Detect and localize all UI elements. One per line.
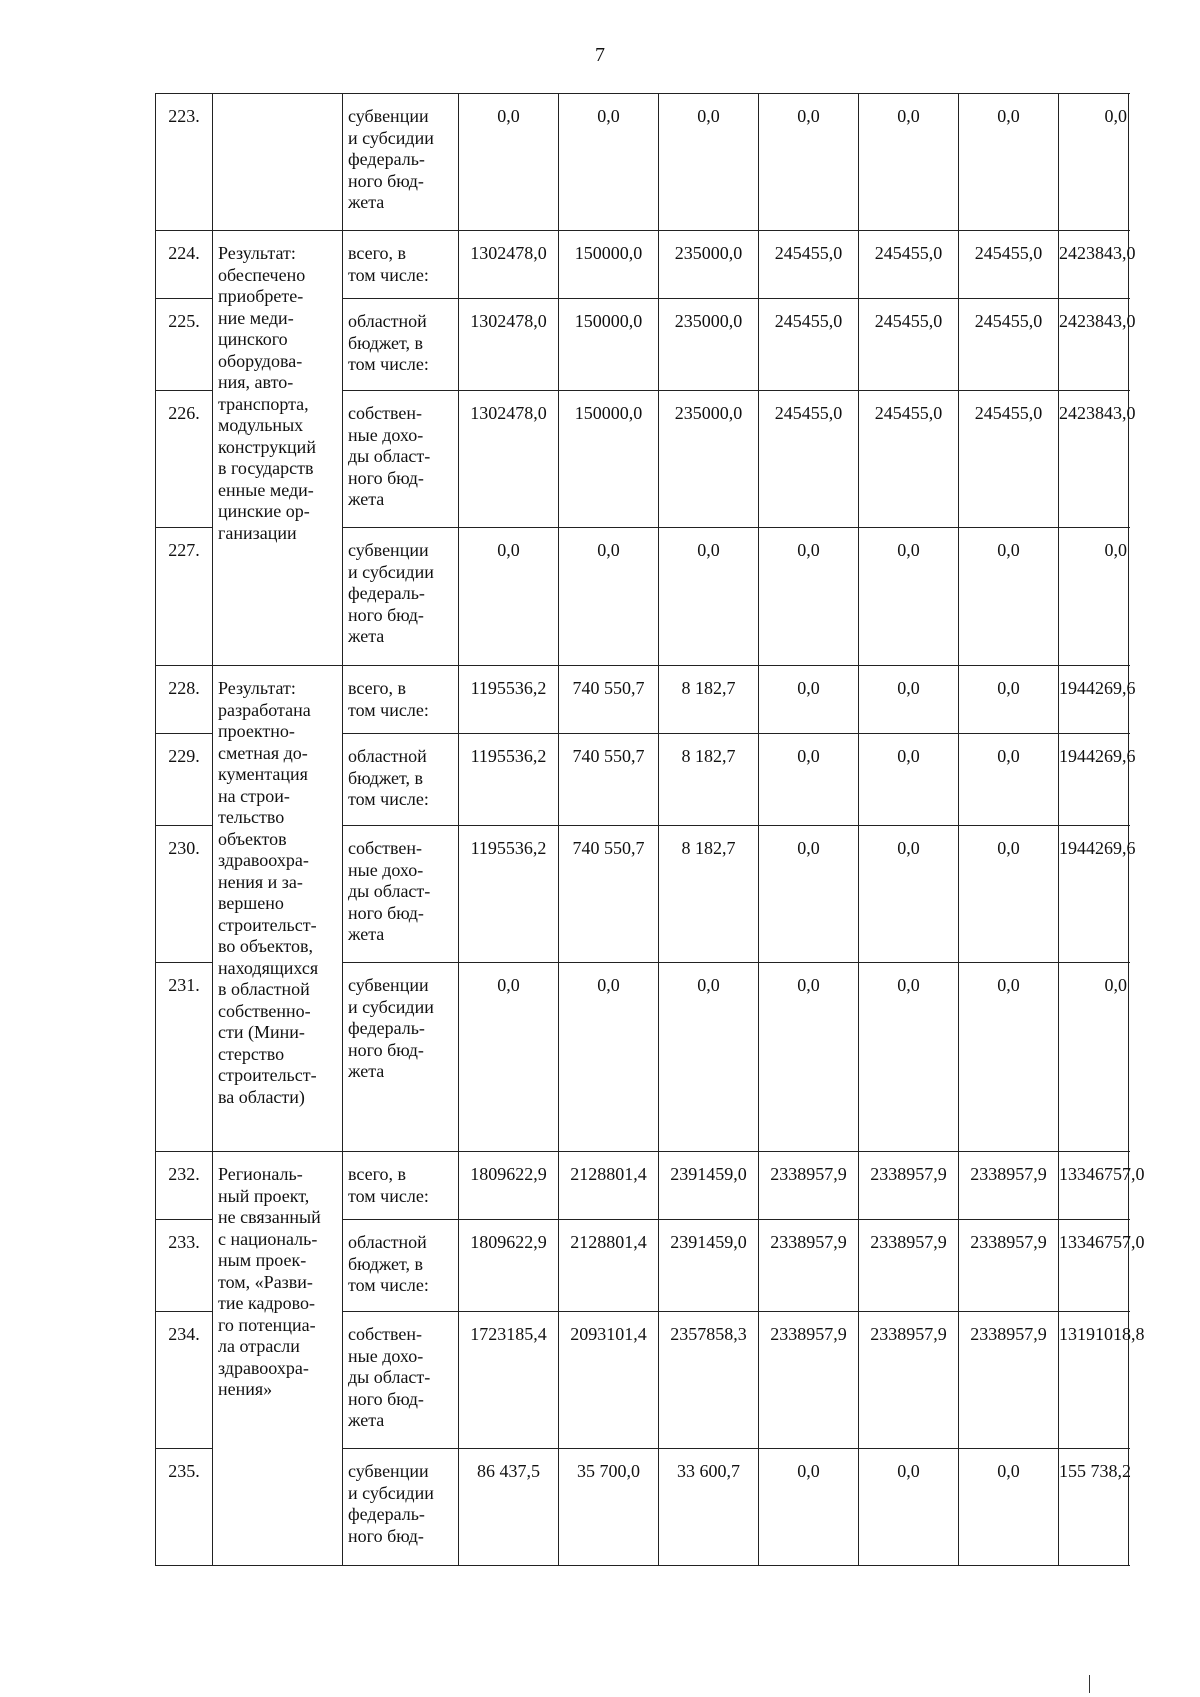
year-value: 2338957,9 xyxy=(759,1152,859,1220)
year-value: 0,0 xyxy=(859,94,959,231)
result-line: проектно- xyxy=(218,721,295,741)
funding-source xyxy=(343,94,459,231)
year-value: 33 600,7 xyxy=(659,1449,759,1566)
year-value: 2338957,9 xyxy=(759,1312,859,1449)
year-value: 0,0 xyxy=(759,1449,859,1566)
result-line: нения и за- xyxy=(218,871,303,892)
year-value: 740 550,7 xyxy=(559,734,659,826)
total-value: 13346757,0 xyxy=(1059,1220,1129,1312)
row-number: 235. xyxy=(156,1449,213,1566)
funding-source-line: ного бюд- xyxy=(348,1388,424,1409)
result-line: объектов xyxy=(218,828,287,849)
year-value: 2093101,4 xyxy=(559,1312,659,1449)
result-line: цинского xyxy=(218,329,288,349)
result-line: транспорта, xyxy=(218,393,309,414)
funding-source-line: ного бюд- xyxy=(348,604,424,625)
funding-source-line: том числе: xyxy=(348,264,429,285)
row-number: 231. xyxy=(156,963,213,1152)
result-line: в государств xyxy=(218,458,314,478)
funding-source-line: и субсидии xyxy=(348,1482,434,1503)
result-line: ние меди- xyxy=(218,307,294,328)
year-value: 150000,0 xyxy=(559,231,659,299)
funding-source-line: субвенции xyxy=(348,975,429,995)
total-value: 1944269,6 xyxy=(1059,826,1129,963)
funding-source xyxy=(343,528,459,666)
result-line: во объектов, xyxy=(218,936,314,956)
year-value: 2338957,9 xyxy=(959,1152,1059,1220)
funding-source-line: и субсидии xyxy=(348,127,434,148)
year-value: 0,0 xyxy=(559,94,659,231)
year-value: 2338957,9 xyxy=(859,1312,959,1449)
funding-source-line: ные дохо- xyxy=(348,859,424,880)
row-number: 234. xyxy=(156,1312,213,1449)
year-value: 2338957,9 xyxy=(759,1220,859,1312)
table-row xyxy=(156,231,1129,299)
funding-source-line: жета xyxy=(348,626,385,646)
funding-source-line: жета xyxy=(348,192,385,212)
result-line: разработана xyxy=(218,699,311,720)
result-line: собственно- xyxy=(218,1000,311,1021)
row-number: 229. xyxy=(156,734,213,826)
year-value: 8 182,7 xyxy=(659,826,759,963)
result-line: приобрете- xyxy=(218,286,304,306)
row-number: 223. xyxy=(156,94,213,231)
result-line: вершено xyxy=(218,893,284,913)
year-value: 2357858,3 xyxy=(659,1312,759,1449)
result-line: в областной xyxy=(218,979,310,999)
funding-source xyxy=(343,963,459,1152)
page-number: 7 xyxy=(595,44,605,66)
year-value: 0,0 xyxy=(859,666,959,734)
row-number: 230. xyxy=(156,826,213,963)
year-value: 0,0 xyxy=(459,963,559,1152)
table-row xyxy=(156,1152,1129,1220)
funding-source-line: бюджет, в xyxy=(348,767,424,788)
year-value: 0,0 xyxy=(659,94,759,231)
funding-source-line: ного бюд- xyxy=(348,467,424,488)
year-value: 150000,0 xyxy=(559,391,659,528)
year-value: 2128801,4 xyxy=(559,1152,659,1220)
funding-source-line: том числе: xyxy=(348,1275,429,1295)
funding-source xyxy=(343,1220,459,1312)
result-line: конструкций xyxy=(218,436,316,457)
year-value: 0,0 xyxy=(859,734,959,826)
year-value: 1302478,0 xyxy=(459,231,559,299)
year-value: 0,0 xyxy=(959,666,1059,734)
year-value: 0,0 xyxy=(759,94,859,231)
result-line: кументация xyxy=(218,764,308,784)
year-value: 0,0 xyxy=(959,1449,1059,1566)
row-number: 225. xyxy=(156,299,213,391)
funding-source-line: собствен- xyxy=(348,403,423,423)
result-line: Региональ- xyxy=(218,1164,303,1184)
funding-source-line: и субсидии xyxy=(348,561,434,582)
result-line: Результат: xyxy=(218,678,296,698)
total-value: 155 738,2 xyxy=(1059,1449,1129,1566)
funding-source-line: собствен- xyxy=(348,1324,423,1344)
budget-table xyxy=(155,93,1145,1566)
year-value: 245455,0 xyxy=(859,299,959,391)
funding-source-line: федераль- xyxy=(348,149,425,169)
funding-source-line: жета xyxy=(348,489,385,509)
funding-source xyxy=(343,666,459,734)
result-description xyxy=(213,231,343,666)
funding-source-line: ные дохо- xyxy=(348,1345,424,1366)
funding-source-line: том числе: xyxy=(348,354,429,374)
funding-source xyxy=(343,1152,459,1220)
result-line: нения» xyxy=(218,1379,273,1399)
year-value: 1809622,9 xyxy=(459,1220,559,1312)
funding-source xyxy=(343,231,459,299)
funding-source xyxy=(343,734,459,826)
funding-source-line: областной xyxy=(348,311,427,331)
year-value: 0,0 xyxy=(559,963,659,1152)
total-value: 13191018,8 xyxy=(1059,1312,1129,1449)
year-value: 1809622,9 xyxy=(459,1152,559,1220)
year-value: 245455,0 xyxy=(759,299,859,391)
funding-source-line: федераль- xyxy=(348,1504,425,1524)
funding-source-line: и субсидии xyxy=(348,996,434,1017)
funding-source-line: бюджет, в xyxy=(348,1253,424,1274)
year-value: 0,0 xyxy=(459,94,559,231)
funding-source xyxy=(343,1312,459,1449)
funding-source-line: ного бюд- xyxy=(348,1039,424,1060)
year-value: 8 182,7 xyxy=(659,666,759,734)
result-line: строительст- xyxy=(218,914,317,935)
funding-source xyxy=(343,1449,459,1566)
result-line: тельство xyxy=(218,807,285,827)
funding-source-line: ды област- xyxy=(348,881,431,901)
result-line: ный проект, xyxy=(218,1185,310,1206)
result-line: ганизации xyxy=(218,522,297,543)
total-value: 1944269,6 xyxy=(1059,666,1129,734)
result-cell-empty xyxy=(213,94,343,231)
year-value: 0,0 xyxy=(659,528,759,666)
year-value: 150000,0 xyxy=(559,299,659,391)
funding-source-line: ного бюд- xyxy=(348,902,424,923)
result-line: модульных xyxy=(218,415,304,435)
year-value: 2391459,0 xyxy=(659,1152,759,1220)
year-value: 0,0 xyxy=(759,826,859,963)
year-value: 0,0 xyxy=(959,528,1059,666)
result-line: ла отрасли xyxy=(218,1336,300,1356)
year-value: 0,0 xyxy=(959,94,1059,231)
funding-source-line: областной xyxy=(348,1232,427,1252)
funding-source-line: субвенции xyxy=(348,540,429,560)
table-row xyxy=(156,94,1129,231)
year-value: 0,0 xyxy=(559,528,659,666)
year-value: 245455,0 xyxy=(859,231,959,299)
funding-source-line: субвенции xyxy=(348,106,429,126)
result-line: тие кадрово- xyxy=(218,1293,315,1313)
result-line: здравоохра- xyxy=(218,1357,309,1378)
funding-source xyxy=(343,826,459,963)
year-value: 1195536,2 xyxy=(459,666,559,734)
funding-source-line: ды област- xyxy=(348,446,431,466)
result-line: не связанный xyxy=(218,1207,321,1227)
year-value: 235000,0 xyxy=(659,299,759,391)
year-value: 2338957,9 xyxy=(959,1312,1059,1449)
year-value: 235000,0 xyxy=(659,231,759,299)
result-line: цинские ор- xyxy=(218,501,310,521)
total-value: 1944269,6 xyxy=(1059,734,1129,826)
result-line: енные меди- xyxy=(218,479,314,500)
funding-source-line: жета xyxy=(348,1410,385,1430)
total-value: 0,0 xyxy=(1059,528,1129,666)
row-number: 224. xyxy=(156,231,213,299)
year-value: 2391459,0 xyxy=(659,1220,759,1312)
total-value: 2423843,0 xyxy=(1059,299,1129,391)
year-value: 740 550,7 xyxy=(559,826,659,963)
result-line: строительст- xyxy=(218,1065,317,1085)
year-value: 740 550,7 xyxy=(559,666,659,734)
funding-source-line: том числе: xyxy=(348,1185,429,1206)
funding-source-line: областной xyxy=(348,746,427,766)
year-value: 235000,0 xyxy=(659,391,759,528)
funding-source-line: всего, в xyxy=(348,243,407,263)
year-value: 0,0 xyxy=(859,528,959,666)
total-value: 2423843,0 xyxy=(1059,231,1129,299)
funding-source-line: том числе: xyxy=(348,789,429,809)
year-value: 8 182,7 xyxy=(659,734,759,826)
total-value: 0,0 xyxy=(1059,963,1129,1152)
funding-source-line: жета xyxy=(348,1061,385,1081)
row-number: 233. xyxy=(156,1220,213,1312)
funding-source-line: ды област- xyxy=(348,1367,431,1387)
year-value: 0,0 xyxy=(959,963,1059,1152)
funding-source-line: ные дохо- xyxy=(348,424,424,445)
result-line: находящихся xyxy=(218,957,319,978)
year-value: 35 700,0 xyxy=(559,1449,659,1566)
funding-source-line: том числе: xyxy=(348,699,429,720)
year-value: 245455,0 xyxy=(959,391,1059,528)
funding-source-line: федераль- xyxy=(348,1018,425,1038)
year-value: 245455,0 xyxy=(959,299,1059,391)
result-description xyxy=(213,666,343,1152)
year-value: 0,0 xyxy=(959,734,1059,826)
year-value: 0,0 xyxy=(859,963,959,1152)
result-line: обеспечено xyxy=(218,264,306,285)
year-value: 0,0 xyxy=(759,963,859,1152)
result-line: го потенциа- xyxy=(218,1314,316,1335)
year-value: 0,0 xyxy=(859,826,959,963)
year-value: 0,0 xyxy=(459,528,559,666)
row-number: 228. xyxy=(156,666,213,734)
total-value: 2423843,0 xyxy=(1059,391,1129,528)
funding-source xyxy=(343,391,459,528)
year-value: 245455,0 xyxy=(859,391,959,528)
result-line: сметная до- xyxy=(218,742,308,763)
year-value: 1195536,2 xyxy=(459,734,559,826)
year-value: 245455,0 xyxy=(959,231,1059,299)
table-row xyxy=(156,666,1129,734)
year-value: 0,0 xyxy=(759,528,859,666)
funding-source-line: всего, в xyxy=(348,1164,407,1184)
year-value: 2338957,9 xyxy=(959,1220,1059,1312)
row-number: 227. xyxy=(156,528,213,666)
year-value: 2338957,9 xyxy=(859,1152,959,1220)
year-value: 1302478,0 xyxy=(459,299,559,391)
funding-source-line: всего, в xyxy=(348,678,407,698)
result-line: ния, авто- xyxy=(218,372,294,392)
year-value: 0,0 xyxy=(859,1449,959,1566)
funding-source xyxy=(343,299,459,391)
result-line: с националь- xyxy=(218,1228,318,1249)
year-value: 2128801,4 xyxy=(559,1220,659,1312)
result-line: стерство xyxy=(218,1043,285,1064)
funding-source-line: бюджет, в xyxy=(348,332,424,353)
result-line: здравоохра- xyxy=(218,850,309,870)
funding-source-line: ного бюд- xyxy=(348,170,424,191)
funding-source-line: жета xyxy=(348,924,385,944)
total-value: 13346757,0 xyxy=(1059,1152,1129,1220)
year-value: 2338957,9 xyxy=(859,1220,959,1312)
year-value: 0,0 xyxy=(759,666,859,734)
result-line: оборудова- xyxy=(218,350,303,371)
year-value: 0,0 xyxy=(759,734,859,826)
row-number: 232. xyxy=(156,1152,213,1220)
total-value: 0,0 xyxy=(1059,94,1129,231)
result-description xyxy=(213,1152,343,1566)
year-value: 1723185,4 xyxy=(459,1312,559,1449)
row-number: 226. xyxy=(156,391,213,528)
year-value: 0,0 xyxy=(659,963,759,1152)
year-value: 1195536,2 xyxy=(459,826,559,963)
result-line: том, «Разви- xyxy=(218,1271,313,1292)
table-body xyxy=(156,94,1145,1566)
result-line: сти (Мини- xyxy=(218,1022,305,1042)
year-value: 1302478,0 xyxy=(459,391,559,528)
result-line: ва области) xyxy=(218,1086,305,1107)
funding-source-line: собствен- xyxy=(348,838,423,858)
result-line: ным проек- xyxy=(218,1250,307,1270)
year-value: 86 437,5 xyxy=(459,1449,559,1566)
year-value: 245455,0 xyxy=(759,391,859,528)
result-line: на строи- xyxy=(218,785,290,806)
year-value: 245455,0 xyxy=(759,231,859,299)
funding-source-line: ного бюд- xyxy=(348,1525,424,1546)
funding-source-line: субвенции xyxy=(348,1461,429,1481)
result-line: Результат: xyxy=(218,243,296,263)
year-value: 0,0 xyxy=(959,826,1059,963)
funding-source-line: федераль- xyxy=(348,583,425,603)
scan-mark xyxy=(1089,1675,1090,1693)
